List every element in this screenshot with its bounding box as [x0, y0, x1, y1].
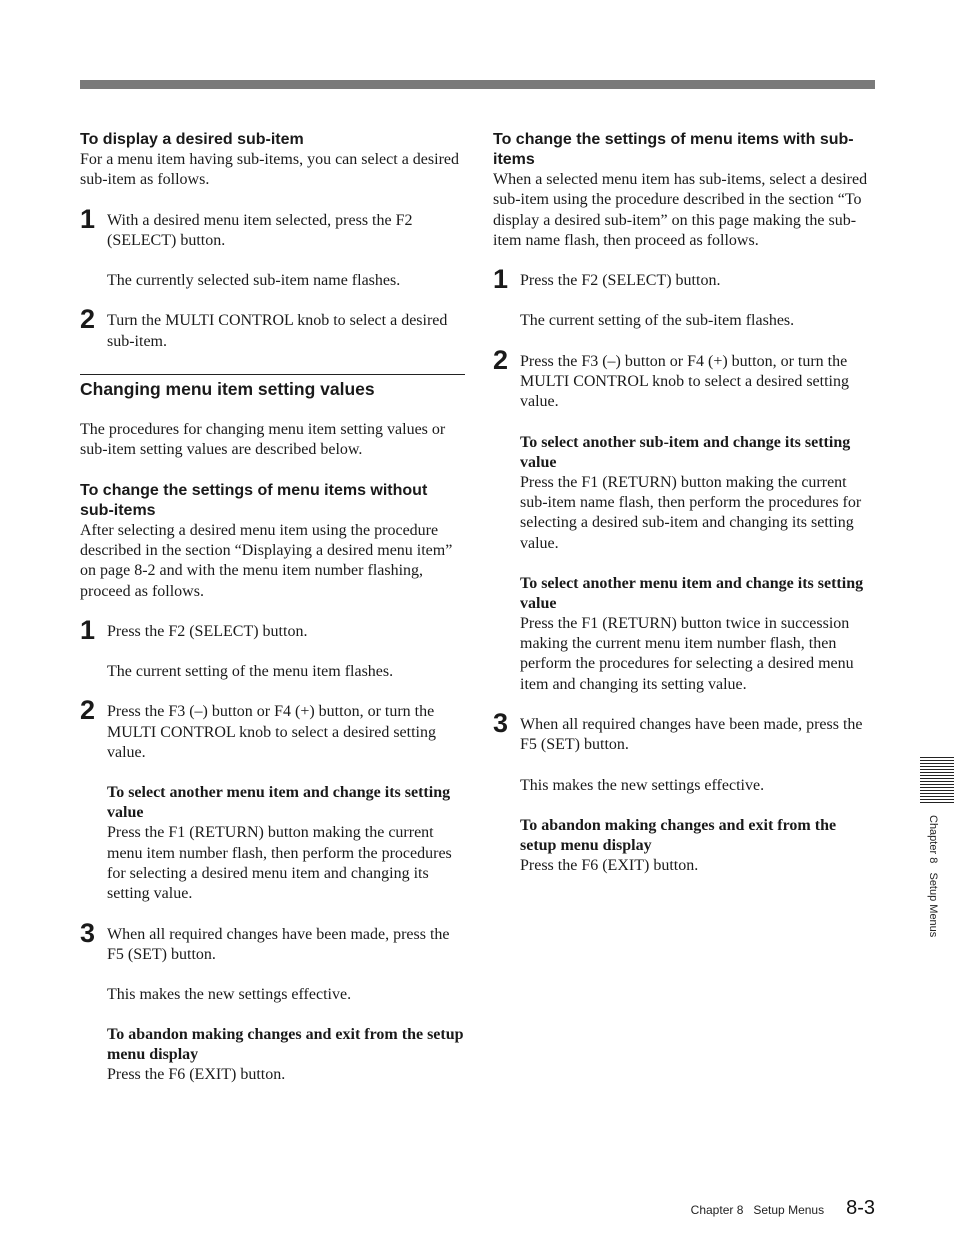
- abandon-text: Press the F6 (EXIT) button.: [107, 1066, 286, 1084]
- note-heading: To select another sub-item and change its setting value: [520, 433, 851, 471]
- section-changing-values: [80, 374, 465, 400]
- page-number: 8-3: [846, 1197, 875, 1219]
- step-text: Press the F3 (–) button or F4 (+) button, or turn the MULTI CONTROL knob to select a desired setting value.: [520, 352, 849, 411]
- without-sub-items-heading: To change the settings of menu items without sub-items: [80, 481, 428, 519]
- abandon-text: Press the F6 (EXIT) button.: [520, 856, 699, 874]
- display-sub-item-step-2: [80, 304, 465, 352]
- right-column: [493, 130, 876, 876]
- step-result: The current setting of the sub-item flashes.: [520, 312, 795, 330]
- step-text: Press the F2 (SELECT) button.: [107, 622, 308, 640]
- without-sub-step-3: [80, 917, 465, 1086]
- abandon-heading: To abandon making changes and exit from the setup menu display: [107, 1026, 464, 1064]
- without-sub-step-2: [80, 695, 465, 904]
- display-sub-item-heading: To display a desired sub-item: [80, 131, 304, 148]
- step-number: 1: [80, 614, 96, 645]
- display-sub-item-step-1: [80, 203, 465, 292]
- abandon-heading: To abandon making changes and exit from the setup menu display: [520, 816, 837, 854]
- note-text: Press the F1 (RETURN) button making the current menu item number flash, then perform the procedures for selecting a desired menu item and changing its setting value.: [107, 824, 452, 903]
- step-result: The currently selected sub-item name flashes.: [107, 272, 401, 290]
- step-number: 1: [493, 264, 509, 295]
- step-text: Press the F3 (–) button or F4 (+) button, or turn the MULTI CONTROL knob to select a desired setting value.: [107, 703, 436, 762]
- step-number: 2: [80, 304, 96, 335]
- step-text: When all required changes have been made, press the F5 (SET) button.: [107, 925, 450, 963]
- with-sub-step-2: [493, 344, 876, 695]
- with-sub-step-1: [493, 264, 876, 332]
- with-sub-items-heading: To change the settings of menu items with sub-items: [493, 131, 854, 168]
- footer-chapter: Chapter 8 Setup Menus: [690, 1203, 825, 1217]
- step-number: 2: [80, 695, 96, 726]
- step-number: 2: [493, 344, 509, 375]
- display-sub-item-intro: For a menu item having sub-items, you can select a desired sub-item as follows.: [80, 151, 460, 189]
- note-text: Press the F1 (RETURN) button twice in succession making the current menu item number flash, then perform the procedures for selecting a desired menu item and changing its setting value.: [520, 614, 854, 693]
- step-result: This makes the new settings effective.: [107, 986, 352, 1004]
- step-text: Turn the MULTI CONTROL knob to select a desired sub-item.: [107, 312, 448, 350]
- with-sub-items-intro: When a selected menu item has sub-items, select a desired sub-item using the procedure described in the section “To display a desired sub-item” on this page making the sub-item name flash, then proceed as follows.: [493, 171, 868, 249]
- note-heading: To select another menu item and change its setting value: [520, 574, 864, 612]
- chapter-side-label: Chapter 8 Setup Menus: [927, 815, 939, 938]
- with-sub-step-3: [493, 708, 876, 876]
- step-result: This makes the new settings effective.: [520, 776, 765, 794]
- step-text: When all required changes have been made, press the F5 (SET) button.: [520, 716, 863, 754]
- page-footer: [691, 1197, 875, 1220]
- note-heading: To select another menu item and change its setting value: [107, 784, 451, 822]
- chapter-thumb-tab: [920, 757, 954, 803]
- left-column: [80, 130, 465, 1086]
- header-rule: [80, 80, 875, 89]
- step-text: Press the F2 (SELECT) button.: [520, 272, 721, 290]
- without-sub-step-1: [80, 614, 465, 683]
- without-sub-items-intro: After selecting a desired menu item using the procedure described in the section “Displaying a desired menu item” on page 8-2 and with the menu item number flashing, proceed as follows.: [80, 521, 453, 600]
- section-title: Changing menu item setting values: [80, 379, 375, 400]
- step-number: 3: [493, 708, 509, 739]
- step-number: 3: [80, 917, 96, 948]
- step-result: The current setting of the menu item flashes.: [107, 663, 394, 681]
- section-intro: The procedures for changing menu item setting values or sub-item setting values are described below.: [80, 421, 446, 459]
- step-text: With a desired menu item selected, press the F2 (SELECT) button.: [107, 211, 413, 249]
- note-text: Press the F1 (RETURN) button making the current sub-item name flash, then perform the procedures for selecting a desired sub-item and changing its setting value.: [520, 473, 862, 552]
- step-number: 1: [80, 203, 96, 234]
